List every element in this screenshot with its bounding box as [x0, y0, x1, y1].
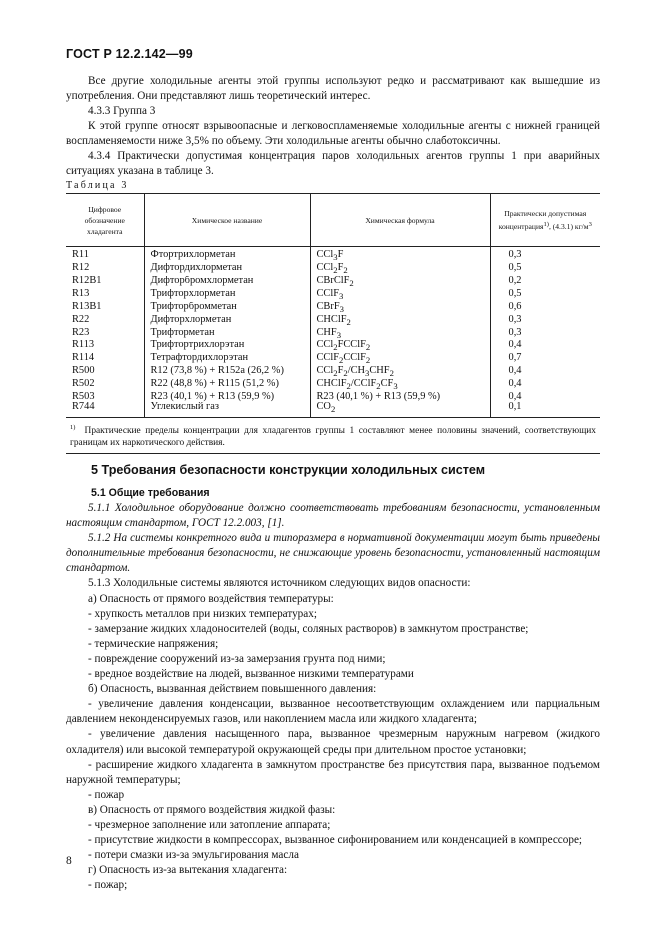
cell-concentration: 0,4 — [490, 392, 600, 402]
column-header-concentration: Практически допустимая концентрация$^{1)}$, (4.3.1) $кг/м^3$ — [490, 194, 600, 247]
table-caption: Таблица 3 — [66, 180, 129, 191]
cell-formula: CClF$_2$CClF$_2$ — [310, 353, 490, 366]
clause-5-1-3: 5.1.3 Холодильные системы являются источником следующих видов опасности: — [88, 577, 471, 590]
hazard-group-g: г) Опасность из-за вытекания хладагента: — [88, 864, 288, 877]
cell-concentration: 0,4 — [490, 366, 600, 379]
list-item: - чрезмерное заполнение или затопление аппарата; — [88, 818, 331, 831]
cell-formula: CCl$_3$F — [310, 247, 490, 263]
cell-formula: CBrF$_3$ — [310, 302, 490, 315]
hazard-group-b: б) Опасность, вызванная действием повышенного давления: — [88, 683, 377, 696]
cell-code: R22 — [72, 314, 90, 325]
cell-code: R11 — [72, 249, 89, 260]
paragraph: К этой группе относят взрывоопасные и легковоспламеняемые холодильные агенты с нижней границей воспламеняемости ниже 3,5% по объему. Эти холодильные агенты обычно слаботоксичны. — [66, 120, 600, 147]
cell-name: Дифторбромхлорметан — [144, 276, 310, 289]
hazard-group-a: а) Опасность от прямого воздействия температуры: — [88, 592, 334, 605]
cell-concentration: 0,3 — [490, 328, 600, 341]
list-item: - увеличение давления насыщенного пара, вызванное чрезмерным наружным нагревом (жидкого охладителя) или высокой температурой окружающей среды при длительном простое установки; — [66, 728, 600, 756]
cell-name: Трифторхлорметан — [144, 289, 310, 302]
cell-formula: $CHClF_2/CClF_2CF_3$ — [310, 379, 490, 392]
column-header-code: Цифровое обозначение хладагента — [66, 194, 144, 247]
clause-5-1-2: 5.1.2 На системы конкретного вида и типоразмера в нормативной документации могут быть приведены дополнительные требования безопасности, не снижающие уровень безопасности, установленный настоящим стандартом. — [66, 532, 600, 575]
cell-formula: CHClF$_2$ — [310, 315, 490, 328]
list-item: - пожар — [88, 788, 125, 801]
table-row — [66, 353, 600, 366]
cell-concentration: 0,1 — [490, 402, 600, 417]
cell-name: Тетрафтордихлорэтан — [144, 353, 310, 366]
cell-formula: R23 (40,1 %) + R13 (59,9 %) — [310, 392, 490, 402]
table-row — [66, 366, 600, 379]
table-row — [66, 392, 600, 402]
cell-formula: $CO_2$ — [310, 402, 490, 417]
cell-formula: $CCl_2F_2/CH_3CHF_2$ — [310, 366, 490, 379]
column-header-formula: Химическая формула — [310, 194, 490, 247]
clause-heading-4-3-3: 4.3.3 Группа 3 — [88, 105, 156, 117]
cell-name: Дифтордихлорметан — [144, 263, 310, 276]
requirements-text-block — [66, 501, 600, 893]
cell-concentration: 0,3 — [490, 315, 600, 328]
cell-formula: $CCl_2F_2$ — [310, 263, 490, 276]
cell-concentration: 0,6 — [490, 302, 600, 315]
cell-code: R12 — [72, 262, 90, 273]
cell-formula: $CHF_3$ — [310, 328, 490, 341]
cell-concentration: 0,7 — [490, 353, 600, 366]
cell-name: Фтортрихлорметан — [144, 247, 310, 263]
cell-code: R500 — [72, 366, 95, 377]
cell-code: R503 — [72, 392, 95, 402]
cell-code: R744 — [72, 401, 95, 412]
cell-formula: CBrClF$_2$ — [310, 276, 490, 289]
cell-code: R113 — [72, 340, 95, 351]
list-item: - хрупкость металлов при низких температурах; — [88, 607, 317, 620]
table-row — [66, 247, 600, 263]
cell-name: R22 (48,8 %) + R115 (51,2 %) — [144, 379, 310, 392]
page-number: 8 — [66, 855, 72, 867]
table-row — [66, 263, 600, 276]
cell-name: Трифторметан — [144, 328, 310, 341]
table-row — [66, 379, 600, 392]
table-row — [66, 289, 600, 302]
cell-concentration: 0,4 — [490, 379, 600, 392]
cell-code: R13B1 — [72, 301, 102, 312]
cell-formula: CCl$_2$FCClF$_2$ — [310, 340, 490, 353]
footnote-text: Практические пределы концентрации для хладагентов группы 1 составляют менее половины значений, соответствующих границам их наркотического действия. — [70, 425, 596, 449]
cell-name: Дифторхлорметан — [144, 315, 310, 328]
footnote-mark: 1) — [70, 423, 76, 431]
list-item: - повреждение сооружений из-за замерзания грунта под ними; — [88, 652, 386, 665]
cell-code: R114 — [72, 353, 95, 364]
cell-code: R13 — [72, 288, 90, 299]
table-row — [66, 276, 600, 289]
table-row — [66, 402, 600, 417]
cell-concentration: 0,3 — [490, 247, 600, 263]
list-item: - замерзание жидких хладоносителей (воды, соляных растворов) в замкнутом пространстве; — [88, 622, 529, 635]
cell-name: R23 (40,1 %) + R13 (59,9 %) — [144, 392, 310, 402]
cell-concentration: 0,5 — [490, 263, 600, 276]
hazard-group-v: в) Опасность от прямого воздействия жидкой фазы: — [88, 803, 336, 816]
table-footnote — [66, 417, 600, 453]
table-row — [66, 302, 600, 315]
intro-text-block — [66, 74, 600, 179]
paragraph: Все другие холодильные агенты этой группы используют редко и рассматривают как вышедшие из употребления. Они представляют лишь теоретический интерес. — [66, 75, 600, 102]
list-item: - вредное воздействие на людей, вызванное низкими температурами — [88, 668, 414, 681]
cell-formula: CClF$_3$ — [310, 289, 490, 302]
cell-concentration: 0,2 — [490, 276, 600, 289]
list-item: - термические напряжения; — [88, 637, 219, 650]
list-item: - пожар; — [88, 879, 128, 892]
column-header-name: Химическое название — [144, 194, 310, 247]
cell-name: R12 (73,8 %) + R152a (26,2 %) — [144, 366, 310, 379]
cell-code: R23 — [72, 327, 90, 338]
standard-header: ГОСТ Р 12.2.142—99 — [66, 47, 193, 61]
table-row — [66, 340, 600, 353]
cell-name: Трифтортрихлорэтан — [144, 340, 310, 353]
list-item: - расширение жидкого хладагента в замкнутом пространстве без присутствия пара, вызванное подъемом наружной температуры; — [66, 758, 600, 786]
subsection-heading: 5.1 Общие требования — [91, 487, 210, 499]
cell-concentration: 0,4 — [490, 340, 600, 353]
list-item: - потери смазки из-за эмульгирования масла — [88, 849, 299, 862]
table-header-row — [66, 194, 600, 247]
table-row — [66, 328, 600, 341]
cell-name: Углекислый газ — [144, 402, 310, 417]
table-row — [66, 315, 600, 328]
cell-name: Трифторбромметан — [144, 302, 310, 315]
cell-code: R502 — [72, 379, 95, 390]
paragraph: 4.3.4 Практически допустимая концентрация паров холодильных агентов группы 1 при аварийных ситуациях указана в таблице 3. — [66, 150, 600, 177]
cell-code: R12B1 — [72, 275, 102, 286]
list-item: - увеличение давления конденсации, вызванное несоответствующим охлаждением или парциальным давлением неконденсируемых газов, или накоплением масла или жидкого хладагента; — [66, 698, 600, 726]
clause-5-1-1: 5.1.1 Холодильное оборудование должно соответствовать требованиям безопасности, установленным настоящим стандартом, ГОСТ 12.2.003, [1]. — [66, 502, 600, 530]
list-item: - присутствие жидкости в компрессорах, вызванное сифонированием или конденсацией в компрессоре; — [88, 834, 583, 847]
refrigerant-table — [66, 193, 600, 454]
section-heading: 5 Требования безопасности конструкции холодильных систем — [91, 463, 486, 477]
table-footnote-row — [66, 417, 600, 453]
cell-concentration: 0,5 — [490, 289, 600, 302]
